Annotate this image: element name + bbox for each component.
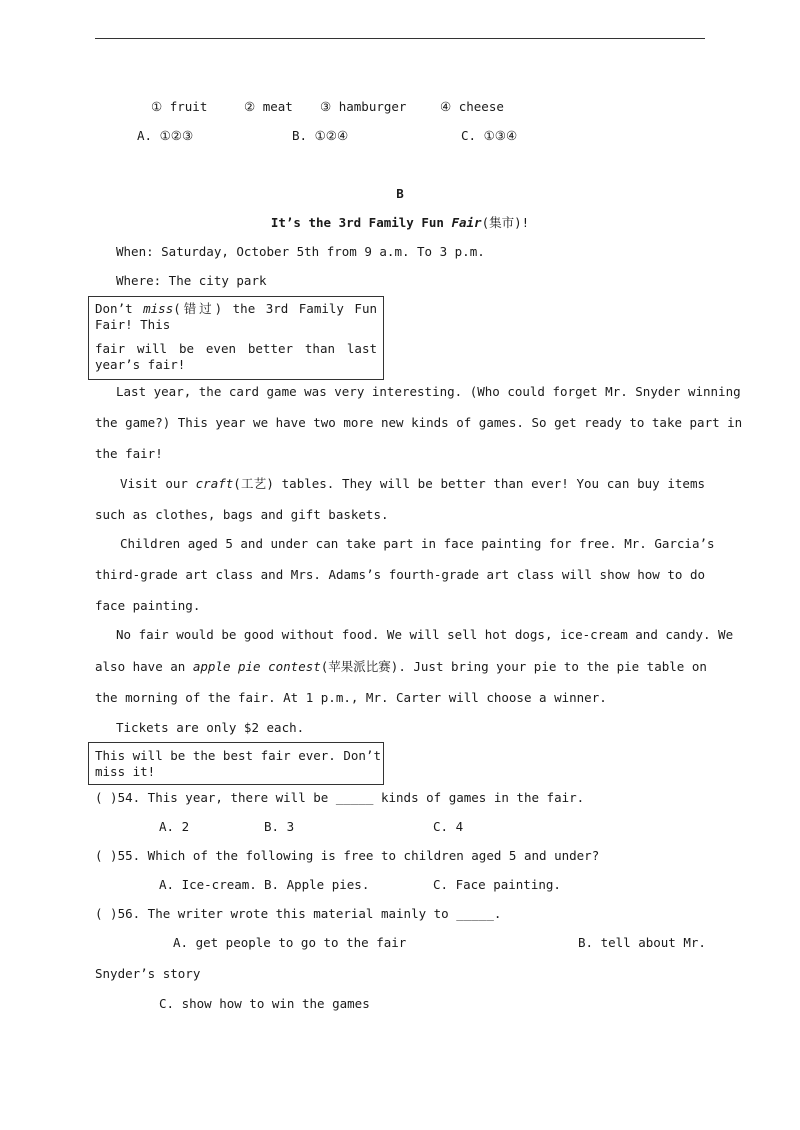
notice-box-2 [88,742,384,785]
option-item-4: ④ cheese [440,99,504,114]
box1-line1: Don’t miss(错过) the 3rd Family Fun [95,301,377,316]
para2-line2: such as clothes, bags and gift baskets. [95,507,389,522]
para1-line1: Last year, the card game was very interesting. (Who could forget Mr. Snyder winning [116,384,741,399]
notice-box-1 [88,296,384,380]
para1-line3: the fair! [95,446,163,461]
box1-line3: fair will be even better than last [95,341,377,356]
q56-option-a: A. get people to go to the fair [173,935,407,950]
q54-option-c: C. 4 [433,819,464,834]
q54-option-b: B. 3 [264,819,295,834]
question-55: ( )55. Which of the following is free to children aged 5 and under? [95,848,600,863]
choice-c: C. ①③④ [461,128,518,143]
para3-line2: third-grade art class and Mrs. Adams’s fourth-grade art class will show how to do [95,567,705,582]
q55-option-b: B. Apple pies. [264,877,370,892]
q54-option-a: A. 2 [159,819,190,834]
para4-line2: also have an apple pie contest(苹果派比赛). Just bring your pie to the pie table on [95,659,707,674]
header-rule [95,38,705,39]
option-item-3: ③ hamburger [320,99,407,114]
q55-option-c: C. Face painting. [433,877,561,892]
q56-option-b-cont: Snyder’s story [95,966,201,981]
tickets-line: Tickets are only $2 each. [116,720,305,735]
option-item-1: ① fruit [151,99,208,114]
q56-option-c: C. show how to win the games [159,996,370,1011]
q56-option-b: B. tell about Mr. [578,935,706,950]
box1-line4: year’s fair! [95,357,186,372]
para3-line3: face painting. [95,598,201,613]
para2-line1: Visit our craft(工艺) tables. They will be better than ever! You can buy items [120,476,706,491]
choice-a: A. ①②③ [137,128,194,143]
para4-line1: No fair would be good without food. We will sell hot dogs, ice-cream and candy. We [116,627,734,642]
question-56: ( )56. The writer wrote this material mainly to _____. [95,906,502,921]
when-line: When: Saturday, October 5th from 9 a.m. To 3 p.m. [116,244,485,259]
para3-line1: Children aged 5 and under can take part in face painting for free. Mr. Garcia’s [120,536,715,551]
box1-line2: Fair! This [95,317,171,332]
box2-line1: This will be the best fair ever. Don’t [95,748,381,763]
box2-line2: miss it! [95,764,156,779]
option-item-2: ② meat [244,99,293,114]
section-title: It’s the 3rd Family Fun Fair(集市)! [270,215,530,230]
choice-b: B. ①②④ [292,128,349,143]
para1-line2: the game?) This year we have two more new kinds of games. So get ready to take part in [95,415,743,430]
question-54: ( )54. This year, there will be _____ kinds of games in the fair. [95,790,585,805]
section-letter: B [396,186,404,201]
where-line: Where: The city park [116,273,267,288]
para4-line3: the morning of the fair. At 1 p.m., Mr. Carter will choose a winner. [95,690,607,705]
q55-option-a: A. Ice-cream. [159,877,257,892]
